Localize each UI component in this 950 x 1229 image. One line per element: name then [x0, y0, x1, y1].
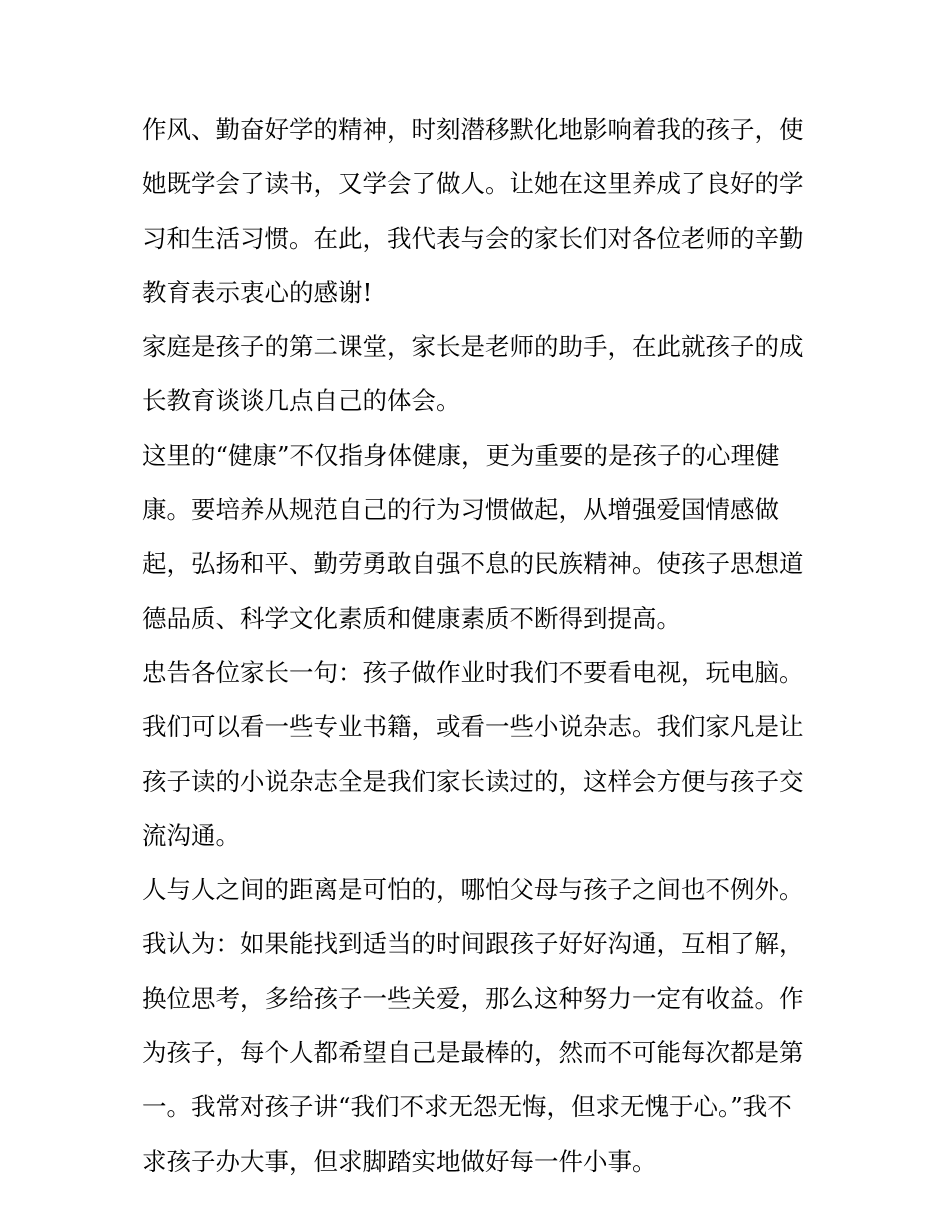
- text-line: 这里的“健康”不仅指身体健康，更为重要的是孩子的心理健: [142, 440, 780, 470]
- text-line: 长教育谈谈几点自己的体会。: [142, 386, 461, 416]
- text-line: 为孩子，每个人都希望自己是最棒的，然而不可能每次都是第: [142, 1038, 804, 1068]
- text-line: 求孩子办大事，但求脚踏实地做好每一件小事。: [142, 1146, 657, 1176]
- text-line: 起，弘扬和平、勤劳勇敢自强不息的民族精神。使孩子思想道: [142, 549, 804, 579]
- text-line: 忠告各位家长一句：孩子做作业时我们不要看电视，玩电脑。: [142, 657, 804, 687]
- text-line: 流沟通。: [142, 820, 240, 850]
- text-line: 习和生活习惯。在此，我代表与会的家长们对各位老师的辛勤: [142, 223, 804, 253]
- text-line: 我们可以看一些专业书籍，或看一些小说杂志。我们家凡是让: [142, 712, 804, 742]
- text-line: 我认为：如果能找到适当的时间跟孩子好好沟通，互相了解，: [142, 929, 804, 959]
- text-line: 孩子读的小说杂志全是我们家长读过的，这样会方便与孩子交: [142, 766, 804, 796]
- text-line: 康。要培养从规范自己的行为习惯做起，从增强爱国情感做: [142, 495, 779, 525]
- text-line: 德品质、科学文化素质和健康素质不断得到提高。: [142, 603, 681, 633]
- text-line: 作风、勤奋好学的精神，时刻潜移默化地影响着我的孩子，使: [142, 115, 804, 144]
- text-line: 换位思考，多给孩子一些关爱，那么这种努力一定有收益。作: [142, 983, 804, 1013]
- body-text: [142, 103, 822, 1189]
- text-line: 一。我常对孩子讲“我们不求无怨无悔，但求无愧于心。”我不: [142, 1092, 792, 1122]
- text-line: 人与人之间的距离是可怕的，哪怕父母与孩子之间也不例外。: [142, 875, 804, 905]
- text-line: 家庭是孩子的第二课堂，家长是老师的助手，在此就孩子的成: [142, 332, 804, 362]
- text-line: 教育表示衷心的感谢!: [142, 277, 373, 307]
- text-line: 她既学会了读书，又学会了做人。让她在这里养成了良好的学: [142, 169, 804, 199]
